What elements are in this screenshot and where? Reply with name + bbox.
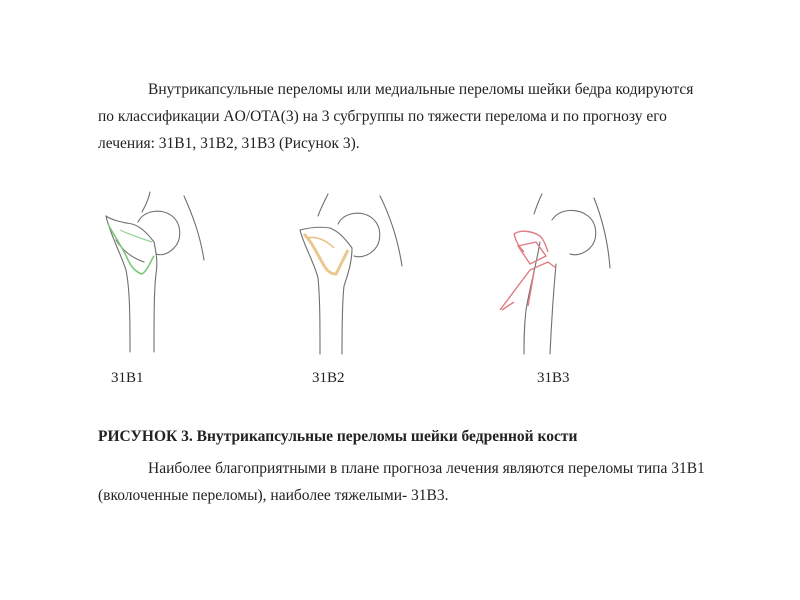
hip-fracture-31b2-illustration [282,190,412,360]
conclusion-line-1: Наиболее благоприятными в плане прогноза лечения являются переломы типа 31B1 [148,460,705,477]
fracture-zone-31b2 [304,234,348,274]
intro-line-1: Внутрикапсульные переломы или медиальные переломы шейки бедра кодируются [148,81,694,98]
hip-fracture-31b3-illustration [490,190,620,360]
figure-label-31b3: 31B3 [537,370,570,386]
intro-line-2: по классификации AO/OTA(3) на 3 субгруппы по тяжести перелома и по прогнозу его [98,108,667,125]
intro-line-3: лечения: 31B1, 31B2, 31B3 (Рисунок 3). [98,135,360,152]
figure-caption: РИСУНОК 3. Внутрикапсульные переломы шейки бедренной кости [98,428,578,445]
figure-label-31b1: 31B1 [111,370,144,386]
fracture-line-31b1 [108,224,154,274]
conclusion-paragraph [98,455,758,509]
figure-label-31b2: 31B2 [312,370,345,386]
hip-fracture-31b1-illustration [92,190,212,360]
intro-paragraph [98,76,758,157]
conclusion-line-2: (вколоченные переломы), наиболее тяжелыми- 31B3. [98,487,449,504]
